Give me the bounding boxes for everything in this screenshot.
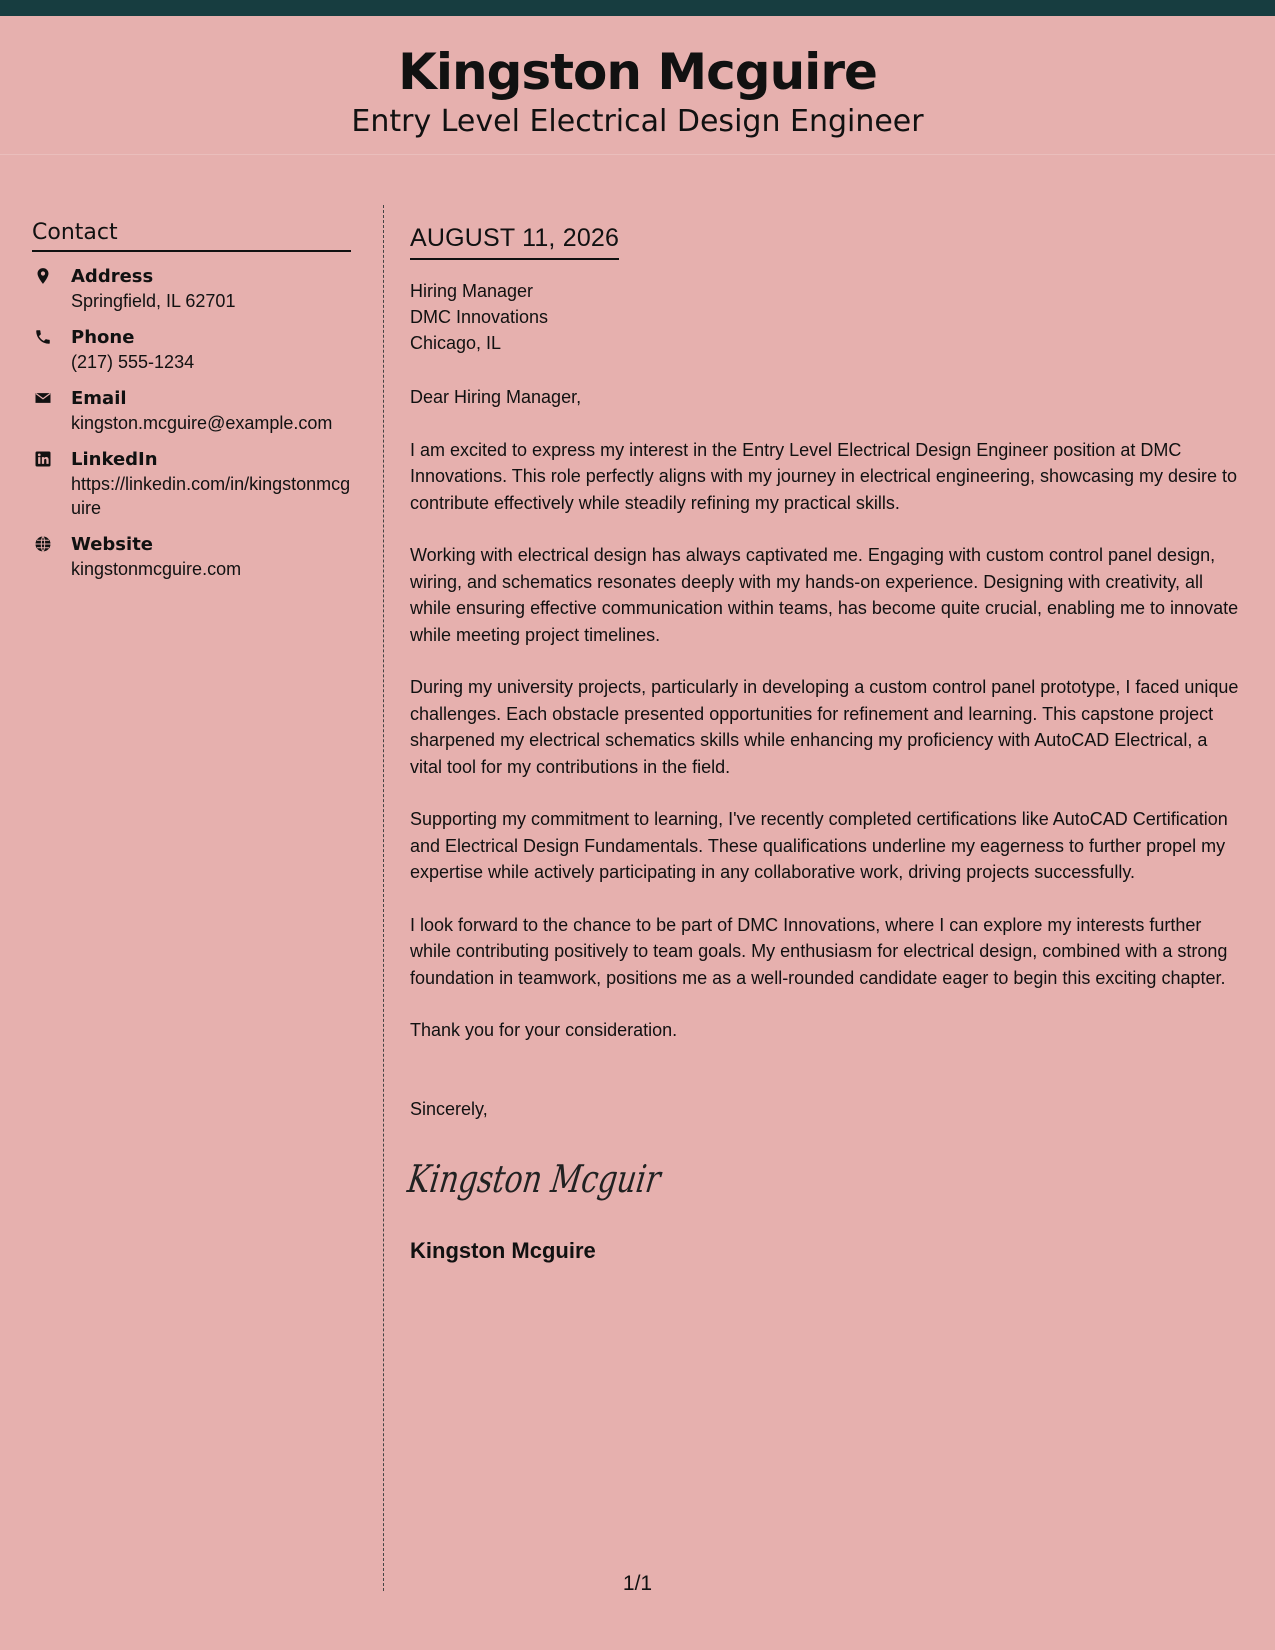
recipient-company: DMC Innovations bbox=[410, 307, 549, 327]
closing-thanks: Thank you for your consideration. bbox=[410, 1020, 678, 1040]
contact-label: Phone bbox=[71, 327, 135, 348]
address-value: Springfield, IL 62701 bbox=[71, 291, 236, 311]
handwritten-signature bbox=[404, 1152, 734, 1208]
letter-date: AUGUST 11, 2026 bbox=[410, 222, 619, 260]
letter-body bbox=[404, 222, 1240, 1266]
contact-item-phone bbox=[32, 325, 351, 374]
contact-item-email bbox=[32, 386, 351, 435]
contact-item-linkedin bbox=[32, 447, 351, 520]
linkedin-value[interactable]: https://linkedin.com/in/kingstonmcguire bbox=[71, 474, 351, 518]
contact-item-address bbox=[32, 264, 351, 313]
header bbox=[0, 16, 1275, 155]
email-value[interactable]: kingston.mcguire@example.com bbox=[71, 413, 333, 433]
column-divider bbox=[383, 205, 384, 1591]
signature-text: Kingston Mcguir bbox=[404, 1158, 734, 1202]
contact-label: LinkedIn bbox=[71, 449, 158, 470]
body-paragraph: During my university projects, particularly in developing a custom control panel prototype, I faced unique challenges. Each obstacle presented opportunities for refinement and learning. This capstone project sharpened my electrical schematics skills while enhancing my proficiency with AutoCAD Electrical, a vital tool for my contributions in the field. bbox=[410, 677, 1239, 777]
linkedin-icon bbox=[34, 450, 52, 468]
body-paragraph: I look forward to the chance to be part of DMC Innovations, where I can explore my interests further while contributing positively to team goals. My enthusiasm for electrical design, combined with a strong foundation in teamwork, positions me as a well-rounded candidate eager to begin this exciting chapter. bbox=[410, 914, 1228, 988]
recipient-location: Chicago, IL bbox=[410, 333, 502, 353]
signer-name: Kingston Mcguire bbox=[410, 1237, 596, 1263]
contact-label: Email bbox=[71, 388, 127, 409]
body-paragraph: Supporting my commitment to learning, I've recently completed certifications like AutoCAD Certification and Electrical Design Fundamentals. These qualifications underline my eagerness to further propel my expertise while actively participating in any collaborative work, driving projects successfully. bbox=[410, 809, 1228, 882]
contact-label: Address bbox=[71, 266, 154, 287]
job-title: Entry Level Electrical Design Engineer bbox=[351, 104, 924, 139]
globe-icon bbox=[34, 535, 52, 553]
signoff: Sincerely, bbox=[410, 1098, 488, 1119]
contact-item-website bbox=[32, 532, 351, 581]
map-pin-icon bbox=[34, 267, 52, 285]
contact-sidebar bbox=[32, 218, 351, 581]
contact-heading: Contact bbox=[32, 218, 351, 252]
recipient-block bbox=[410, 278, 1240, 356]
page-number: 1/1 bbox=[622, 1572, 653, 1595]
phone-icon bbox=[34, 328, 52, 346]
salutation: Dear Hiring Manager, bbox=[410, 387, 582, 407]
top-accent-bar bbox=[0, 0, 1275, 16]
envelope-icon bbox=[34, 389, 52, 407]
body-paragraph: I am excited to express my interest in the Entry Level Electrical Design Engineer position at DMC Innovations. This role perfectly aligns with my journey in electrical engineering, showcasing my desire to contribute effectively while steadily refining my practical skills. bbox=[410, 439, 1238, 513]
website-value[interactable]: kingstonmcguire.com bbox=[71, 559, 242, 579]
phone-value: (217) 555-1234 bbox=[71, 352, 195, 372]
applicant-name: Kingston Mcguire bbox=[398, 43, 877, 101]
recipient-name: Hiring Manager bbox=[410, 281, 534, 301]
contact-list bbox=[32, 264, 351, 581]
body-paragraph: Working with electrical design has always captivated me. Engaging with custom control panel design, wiring, and schematics resonates deeply with my hands-on experience. Designing with creativity, all while ensuring effective communication within teams, has become quite crucial, enabling me to innovate while meeting project timelines. bbox=[410, 545, 1239, 645]
contact-label: Website bbox=[71, 534, 154, 555]
